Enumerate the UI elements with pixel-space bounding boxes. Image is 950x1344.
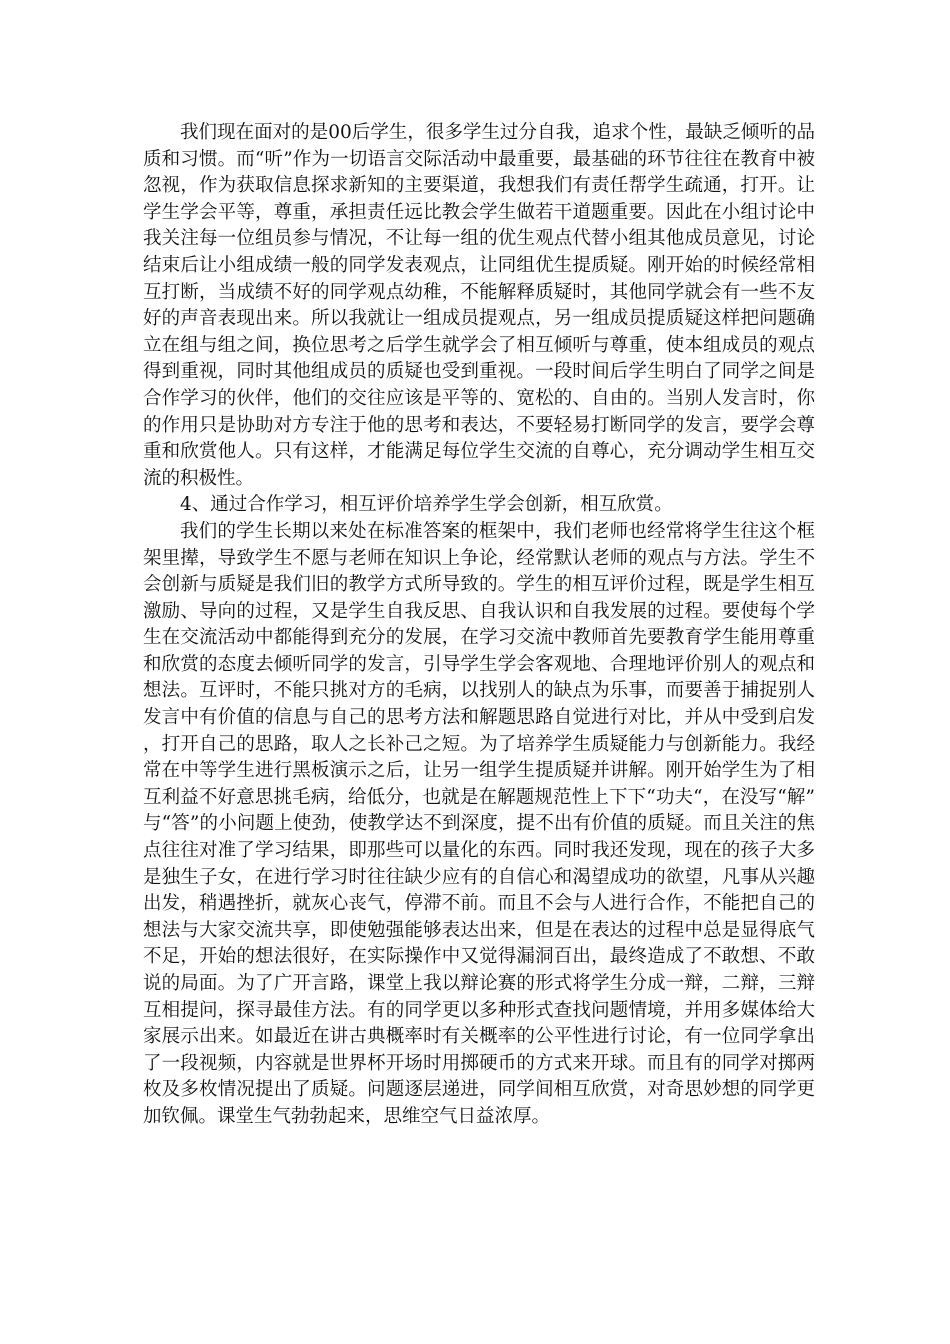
- section-heading-4: 4、通过合作学习，相互评价培养学生学会创新，相互欣赏。: [180, 494, 673, 516]
- document-body: [143, 120, 815, 1131]
- paragraph-evaluation: 我们的学生长期以来处在标准答案的框架中，我们老师也经常将学生往这个框架里撵，导致学生不愿与老师在知识上争论，经常默认老师的观点与方法。学生不会创新与质疑是我们旧的教学方式所导致的。学生的相互评价过程，既是学生相互激励、导向的过程，又是学生自我反思、自我认识和自我发展的过程。要使每个学生在交流活动中都能得到充分的发展，在学习交流中教师首先要教育学生能用尊重和欣赏的态度去倾听同学的发言，引导学生学会客观地、合理地评价别人的观点和想法。互评时，不能只挑对方的毛病，以找别人的缺点为乐事，而要善于捕捉别人发言中有价值的信息与自己的思考方法和解题思路自觉进行对比，并从中受到启发，打开自己的思路，取人之长补己之短。为了培养学生质疑能力与创新能力。我经常在中等学生进行黑板演示之后，让另一组学生提质疑并讲解。刚开始学生为了相互利益不好意思挑毛病，给低分，也就是在解题规范性上下下“功夫“，在没写“解”与“答”的小问题上使劲，使教学达不到深度，提不出有价值的质疑。而且关注的焦点往往对准了学习结果，即那些可以量化的东西。同时我还发现，现在的孩子大多是独生子女，在进行学习时往往缺少应有的自信心和渴望成功的欲望，凡事从兴趣出发，稍遇挫折，就灰心丧气，停滞不前。而且不会与人进行合作，不能把自己的想法与大家交流共享，即使勉强能够表达出来，但是在表达的过程中总是显得底气不足，开始的想法很好，在实际操作中又觉得漏洞百出，最终造成了不敢想、不敢说的局面。为了广开言路，课堂上我以辩论赛的形式将学生分成一辩，二辩，三辩互相提问，探寻最佳方法。有的同学更以多种形式查找问题情境，并用多媒体给大家展示出来。如最近在讲古典概率时有关概率的公平性进行讨论，有一位同学拿出了一段视频，内容就是世界杯开场时用掷硬币的方式来开球。而且有的同学对掷两枚及多枚情况提出了质疑。问题逐层递进，同学间相互欣赏，对奇思妙想的同学更加钦佩。课堂生气勃勃起来，思维空气日益浓厚。: [143, 520, 815, 1127]
- paragraph-listening: 我们现在面对的是00后学生，很多学生过分自我，追求个性，最缺乏倾听的品质和习惯。而“听”作为一切语言交际活动中最重要，最基础的环节往往在教育中被忽视，作为获取信息探求新知的主要渠道，我想我们有责任帮学生疏通，打开。让学生学会平等，尊重，承担责任远比教会学生做若干道题重要。因此在小组讨论中我关注每一位组员参与情况，不让每一组的优生观点代替小组其他成员意见，讨论结束后让小组成绩一般的同学发表观点，让同组优生提质疑。刚开始的时候经常相互打断，当成绩不好的同学观点幼稚，不能解释质疑时，其他同学就会有一些不友好的声音表现出来。所以我就让一组成员提观点，另一组成员提质疑这样把问题确立在组与组之间，换位思考之后学生就学会了相互倾听与尊重，使本组成员的观点得到重视，同时其他组成员的质疑也受到重视。一段时间后学生明白了同学之间是合作学习的伙伴，他们的交往应该是平等的、宽松的、自由的。当别人发言时，你的作用只是协助对方专注于他的思考和表达，不要轻易打断同学的发言，要学会尊重和欣赏他人。只有这样，才能满足每位学生交流的自尊心，充分调动学生相互交流的积极性。: [143, 122, 815, 489]
